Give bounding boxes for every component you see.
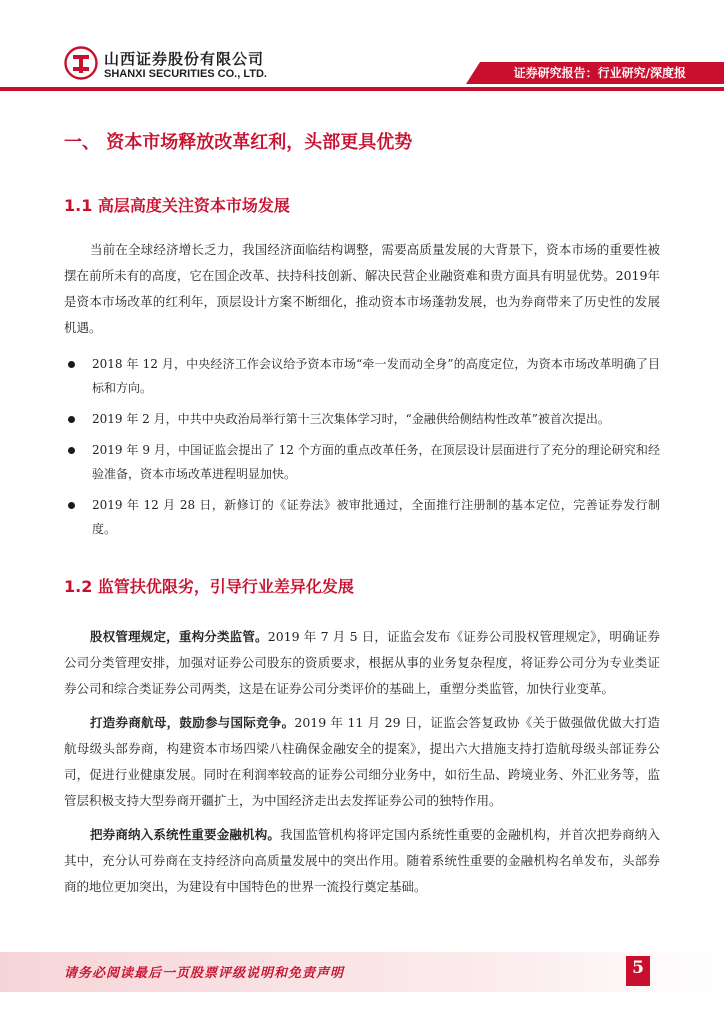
- list-item-text: 2019 年 2 月，中共中央政治局举行第十三次集体学习时，“金融供给侧结构性改革”被首次提出。: [92, 412, 610, 426]
- report-type-label: 证券研究报告：行业研究/深度报: [513, 66, 686, 80]
- list-item-text: 2019 年 9 月，中国证监会提出了 12 个方面的重点改革任务，在顶层设计层面进行了充分的理论研究和经验准备，资本市场改革进程明显加快。: [92, 443, 660, 481]
- list-item: [64, 352, 660, 400]
- list-item-text: 2018 年 12 月，中央经济工作会议给予资本市场“牵一发而动全身”的高度定位，为资本市场改革明确了目标和方向。: [92, 357, 660, 395]
- header-divider: [0, 87, 724, 91]
- paragraph-lead: 把券商纳入系统性重要金融机构。: [90, 827, 281, 842]
- paragraph-lead: 打造券商航母，鼓励参与国际竞争。: [90, 715, 295, 730]
- paragraph-body: 2019 年 11 月 29 日，证监会答复政协《关于做强做优做大打造航母级头部券商，构建资本市场四梁八柱确保金融安全的提案》，提出六大措施支持打造航母级头部证券公司，促进行业健康发展。同时在利润率较高的证券公司细分业务中，如衍生品、跨境业务、外汇业务等，监管层积极支持大型券商开疆扩土，为中国经济走出去发挥证券公司的独特作用。: [64, 715, 660, 808]
- subsection-title-1-1: 1.1 高层高度关注资本市场发展: [64, 196, 290, 215]
- company-name-en: SHANXI SECURITIES CO., LTD.: [104, 68, 267, 80]
- list-item: [64, 438, 660, 486]
- bullet-icon: [68, 416, 75, 423]
- company-logo-icon: [64, 46, 98, 80]
- list-item: [64, 407, 660, 431]
- company-name-cn: 山西证券股份有限公司: [104, 50, 265, 68]
- milestone-list: [64, 352, 660, 548]
- intro-paragraph: 当前在全球经济增长乏力，我国经济面临结构调整，需要高质量发展的大背景下，资本市场的重要性被摆在前所未有的高度，它在国企改革、扶持科技创新、解决民营企业融资难和贵方面具有明显优势。2019年是资本市场改革的红利年，顶层设计方案不断细化，推动资本市场蓬勃发展，也为券商带来了历史性的发展机遇。: [64, 242, 660, 335]
- list-item-text: 2019 年 12 月 28 日，新修订的《证券法》被审批通过，全面推行注册制的基本定位，完善证券发行制度。: [92, 498, 660, 536]
- subsection-title-1-2: 1.2 监管扶优限劣，引导行业差异化发展: [64, 577, 354, 596]
- bullet-icon: [68, 361, 75, 368]
- disclaimer-text: 请务必阅读最后一页股票评级说明和免责声明: [64, 966, 345, 981]
- paragraph-body: 我国监管机构将评定国内系统性重要的金融机构，并首次把券商纳入其中，充分认可券商在支持经济向高质量发展中的突出作用。随着系统性重要的金融机构名单发布，头部券商的地位更加突出，为建设有中国特色的世界一流投行奠定基础。: [64, 827, 660, 894]
- list-item: [64, 493, 660, 541]
- body-paragraph: [64, 710, 660, 814]
- section-title: 一、 资本市场释放改革红利，头部更具优势: [64, 132, 413, 153]
- bullet-icon: [68, 502, 75, 509]
- page-number: 5: [632, 958, 644, 978]
- body-paragraph: [64, 624, 660, 702]
- paragraph-lead: 股权管理规定，重构分类监管。: [90, 629, 268, 644]
- paragraph-body: 2019 年 7 月 5 日，证监会发布《证券公司股权管理规定》，明确证券公司分类管理安排，加强对证券公司股东的资质要求，根据从事的业务复杂程度，将证券公司分为专业类证券公司和综合类证券公司两类，这是在证券公司分类评价的基础上，重塑分类监管，加快行业变革。: [64, 629, 660, 696]
- bullet-icon: [68, 447, 75, 454]
- body-paragraph: [64, 822, 660, 900]
- page-header: [0, 0, 724, 90]
